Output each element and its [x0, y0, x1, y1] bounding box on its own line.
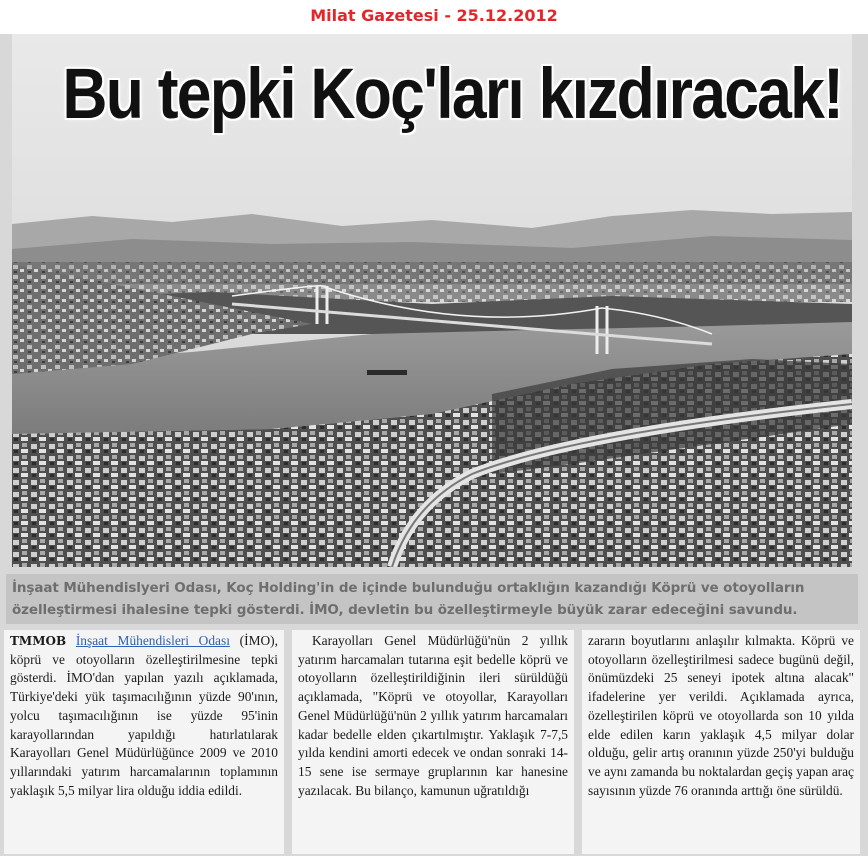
- article-column-3: [582, 630, 860, 854]
- headline: Bu tepki Koç'ları kızdıracak!: [62, 55, 843, 134]
- source-label: Milat Gazetesi - 25.12.2012: [310, 6, 558, 25]
- article-column-3-text: zararın boyutlarını anlaşılır kılmakta. Köprü ve otoyolların özelleştirilmesi sadece bugünü değil, önümüzdeki 25 seneyi ipotek altına alacak" ifadelerine yer verildi. Açıklamada ayrıca, özelleştirilen köprü ve otoyollarda son 10 yılda elde edilen karın yaklaşık 4,5 milyar dolar olduğu, gelir artış oranının yüzde 250'yi bulduğu ve aynı zamanda bu noktalardan geçiş yapan araç sayısının yüzde 76 oranında arttığı öne sürüldü.: [588, 633, 854, 798]
- newspaper-clipping: [0, 34, 868, 856]
- article-column-2-text: Karayolları Genel Müdürlüğü'nün 2 yıllık yatırım harcamaları tutarına eşit bedelle köprü ve otoyolların özelleştirildiğinin ileri sürüldüğü açıklamada, "Köprü ve otoyollar, Karayolları Genel Müdürlüğü'nün 2 yıllık yatırım harcamaları kadar bedelle elden çıkartılmıştır. Yaklaşık 7-7,5 yılda kendini amorti edecek ve ondan sonraki 14-15 sene ise sermaye gruplarının kar hanesine yazılacak. Bu bilanço, kamunun uğratıldığı: [298, 633, 568, 798]
- article-column-1-text: (İMO), köprü ve otoyolların özelleştirilmesine tepki gösterdi. İMO'dan yapılan yazılı açıklamada, Türkiye'deki yük taşımacılığının yüzde 90'ının, yolcu taşımacılığının ise yüzde 95'inin karayollarından yapıldığı hatırlatılarak Karayolları Genel Müdürlüğünce 2009 ve 2010 yıllarındaki yatırım harcamalarının toplamının yaklaşık 5,5 milyar lira olduğu iddia edildi.: [10, 633, 278, 798]
- article-lead: TMMOB: [10, 634, 67, 648]
- article-column-1: [4, 630, 284, 854]
- photo-caption: İnşaat Mühendislyeri Odası, Koç Holding'in de içinde bulunduğu ortaklığın kazandığı Köprü ve otoyolların özelleştirmesi ihalesine tepki gösterdi. İMO, devletin bu özelleştirmeyle büyük zarar edeceğini savundu.: [6, 574, 858, 624]
- bosphorus-bridge-aerial-photo: [12, 34, 852, 567]
- highlighted-link[interactable]: İnşaat Mühendisleri Odası: [75, 633, 230, 648]
- article-column-2: [292, 630, 574, 854]
- article-body: [4, 630, 860, 854]
